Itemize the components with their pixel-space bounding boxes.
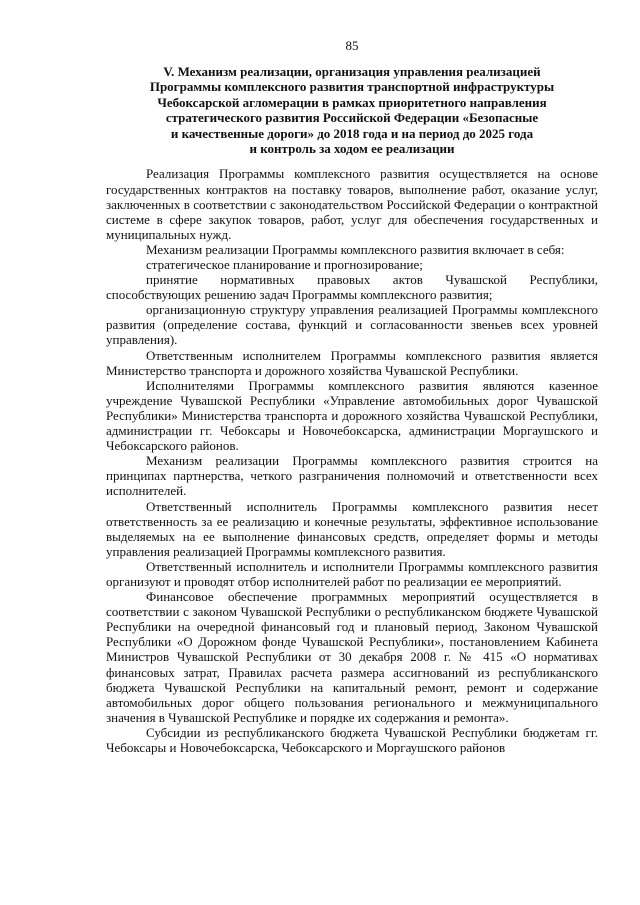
paragraph: Субсидии из республиканского бюджета Чувашской Республики бюджетам гг. Чебоксары и Новочебоксарска, Чебоксарского и Моргаушского районов: [106, 724, 598, 755]
paragraph: организационную структуру управления реализацией Программы комплексного развития (определение состава, функций и согласованности звеньев всех уровней управления).: [106, 302, 598, 348]
heading-line: стратегического развития Российской Федерации «Безопасные: [165, 110, 539, 126]
heading-line: Чебоксарской агломерации в рамках приоритетного направления: [157, 94, 547, 110]
page-number: 85: [345, 38, 359, 53]
paragraph: Ответственным исполнителем Программы комплексного развития является Министерство транспорта и дорожного хозяйства Чувашской Республики.: [106, 347, 598, 378]
paragraph: Ответственный исполнитель и исполнители Программы комплексного развития организуют и проводят отбор исполнителей работ по реализации ее мероприятий.: [106, 558, 598, 589]
heading-line: и качественные дороги» до 2018 года и на период до 2025 года: [170, 125, 534, 141]
heading-line: и контроль за ходом ее реализации: [249, 141, 455, 157]
paragraph: принятие нормативных правовых актов Чувашской Республики, способствующих решению задач Программы комплексного развития;: [106, 272, 598, 303]
paragraph: Исполнителями Программы комплексного развития являются казенное учреждение Чувашской Республики «Управление автомобильных дорог Чувашской Республики» Министерства транспорта и дорожного хозяйства Чувашской Республики, администрации гг. Чебоксары и Новочебоксарска, администрации Моргаушского и Чебоксарского районов.: [106, 377, 598, 454]
paragraph: Реализация Программы комплексного развития осуществляется на основе государственных контрактов на поставку товаров, выполнение работ, оказание услуг, заключенных в соответствии с законодательством Российской Федерации о контрактной системе в сфере закупок товаров, работ, услуг для обеспечения государственных и муниципальных нужд.: [106, 166, 598, 242]
paragraph: Финансовое обеспечение программных мероприятий осуществляется в соответствии с законом Чувашской Республики о республиканском бюджете Чувашской Республики на очередной финансовый год и плановый период, Законом Чувашской Республики «О Дорожном фонде Чувашской Республики», постановлением Кабинета Министров Чувашской Республики от 30 декабря 2008 г. № 415 «О нормативах финансовых затрат, Правилах расчета размера ассигнований из республиканского бюджета Чувашской Республики на капитальный ремонт, ремонт и содержание автомобильных дорог общего пользования регионального и межмуниципального значения в Чувашской Республике и порядке их содержания и ремонта».: [106, 589, 598, 725]
heading-line: Программы комплексного развития транспортной инфраструктуры: [149, 79, 555, 95]
paragraph: Механизм реализации Программы комплексного развития включает в себя:: [146, 241, 565, 257]
body-text: [106, 166, 598, 755]
section-heading: [106, 64, 598, 156]
paragraph: Механизм реализации Программы комплексного развития строится на принципах партнерства, четкого разграничения полномочий и ответственности всех исполнителей.: [106, 453, 598, 499]
heading-line: V. Механизм реализации, организация управления реализацией: [163, 64, 541, 79]
paragraph: Ответственный исполнитель Программы комплексного развития несет ответственность за ее реализацию и конечные результаты, эффективное использование выделяемых на ее выполнение финансовых средств, определяет формы и методы управления реализацией Программы комплексного развития.: [106, 498, 598, 559]
paragraph: стратегическое планирование и прогнозирование;: [146, 257, 423, 272]
